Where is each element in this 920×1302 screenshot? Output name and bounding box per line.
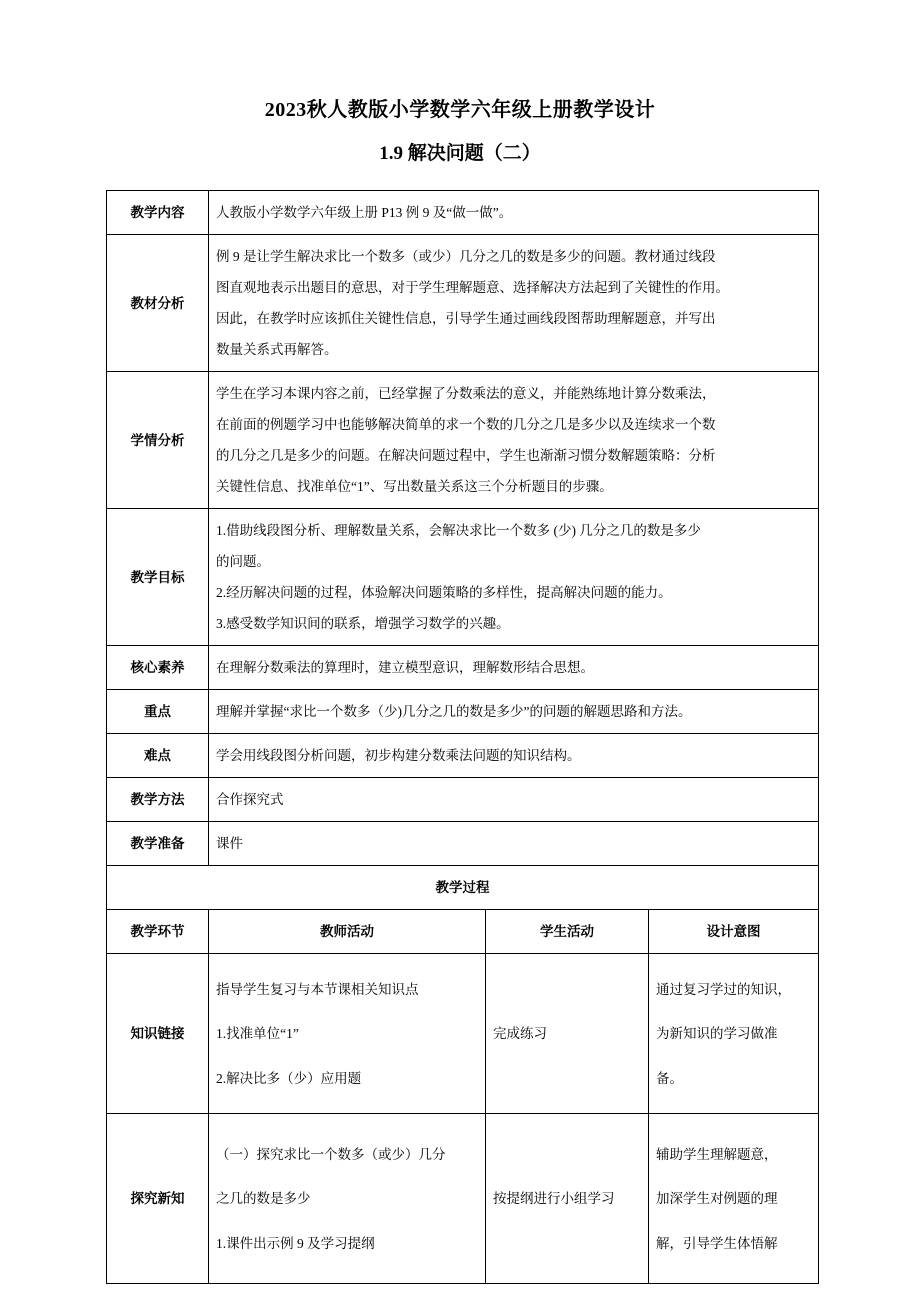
student-activity-knowledge-link [486, 954, 649, 1114]
teacher-activity-explore-new-knowledge [209, 1114, 486, 1284]
column-header-stage: 教学环节 [107, 910, 209, 954]
text-line: 学会用线段图分析问题，初步构建分数乘法问题的知识结构。 [216, 748, 581, 763]
table-row [107, 734, 819, 778]
page-title: 2023秋人教版小学数学六年级上册教学设计 [264, 99, 656, 121]
row-label-material-analysis: 教材分析 [107, 235, 209, 372]
page-subtitle: 1.9 解决问题（二） [379, 143, 541, 164]
row-label-key-point: 重点 [107, 690, 209, 734]
text-line: 的几分之几是多少的问题。在解决问题过程中，学生也渐渐习惯分数解题策略：分析 [216, 448, 716, 463]
row-label-teaching-prep: 教学准备 [107, 822, 209, 866]
table-row [107, 191, 819, 235]
row-value-teaching-content [209, 191, 819, 235]
row-label-teaching-content: 教学内容 [107, 191, 209, 235]
text-line: 通过复习学过的知识， [656, 981, 791, 997]
text-line: 课件 [216, 836, 243, 851]
text-line: 加深学生对例题的理 [656, 1191, 778, 1206]
text-line: 之几的数是多少 [216, 1191, 311, 1206]
text-line: 2.经历解决问题的过程，体验解决问题策略的多样性，提高解决问题的能力。 [216, 585, 672, 600]
text-line: 的问题。 [216, 554, 270, 569]
text-line: 人教版小学数学六年级上册 P13 例 9 及“做一做”。 [216, 205, 513, 220]
table-row [107, 1114, 819, 1284]
text-line: 2.解决比多（少）应用题 [216, 1070, 362, 1086]
student-activity-explore-new-knowledge [486, 1114, 649, 1284]
table-row [107, 866, 819, 910]
table-row [107, 954, 819, 1114]
table-row [107, 509, 819, 646]
row-value-teaching-prep [209, 822, 819, 866]
text-line: 解，引导学生体悟解 [656, 1235, 778, 1251]
text-line: （一）探究求比一个数多（或少）几分 [216, 1146, 446, 1162]
row-value-material-analysis [209, 235, 819, 372]
row-label-student-analysis: 学情分析 [107, 372, 209, 509]
text-line: 1.找准单位“1” [216, 1026, 299, 1041]
column-header-design-intent: 设计意图 [649, 910, 819, 954]
text-line: 3.感受数学知识间的联系，增强学习数学的兴趣。 [216, 616, 510, 631]
text-line: 1.借助线段图分析、理解数量关系，会解决求比一个数多 (少) 几分之几的数是多少 [216, 523, 701, 538]
column-header-student-activity: 学生活动 [486, 910, 649, 954]
text-line: 为新知识的学习做准 [656, 1026, 778, 1041]
row-label-objectives: 教学目标 [107, 509, 209, 646]
column-header-teacher-activity: 教师活动 [209, 910, 486, 954]
design-intent-knowledge-link [649, 954, 819, 1114]
text-line: 完成练习 [493, 1026, 547, 1041]
row-label-difficult-point: 难点 [107, 734, 209, 778]
text-line: 数量关系式再解答。 [216, 342, 338, 357]
text-line: 例 9 是让学生解决求比一个数多（或少）几分之几的数是多少的问题。教材通过线段 [216, 249, 716, 264]
stage-label-explore-new-knowledge: 探究新知 [107, 1114, 209, 1284]
table-row [107, 646, 819, 690]
table-row [107, 690, 819, 734]
text-line: 指导学生复习与本节课相关知识点 [216, 981, 419, 997]
section-title-teaching-process: 教学过程 [107, 866, 819, 910]
text-line: 按提纲进行小组学习 [493, 1191, 615, 1206]
row-value-teaching-method [209, 778, 819, 822]
lesson-plan-table [106, 190, 819, 1284]
row-value-objectives [209, 509, 819, 646]
teacher-activity-knowledge-link [209, 954, 486, 1114]
row-label-core-literacy: 核心素养 [107, 646, 209, 690]
design-intent-explore-new-knowledge [649, 1114, 819, 1284]
text-line: 1.课件出示例 9 及学习提纲 [216, 1235, 375, 1251]
table-header-row [107, 910, 819, 954]
text-line: 理解并掌握“求比一个数多（少)几分之几的数是多少”的问题的解题思路和方法。 [216, 704, 692, 719]
text-line: 因此，在教学时应该抓住关键性信息，引导学生通过画线段图帮助理解题意，并写出 [216, 311, 716, 326]
table-row [107, 778, 819, 822]
row-value-key-point [209, 690, 819, 734]
text-line: 学生在学习本课内容之前，已经掌握了分数乘法的意义，并能熟练地计算分数乘法， [216, 386, 716, 401]
table-row [107, 235, 819, 372]
table-row [107, 372, 819, 509]
text-line: 合作探究式 [216, 792, 284, 807]
text-line: 关键性信息、找准单位“1”、写出数量关系这三个分析题目的步骤。 [216, 479, 613, 494]
text-line: 图直观地表示出题目的意思，对于学生理解题意、选择解决方法起到了关键性的作用。 [216, 280, 729, 295]
text-line: 在理解分数乘法的算理时，建立模型意识，理解数形结合思想。 [216, 660, 594, 675]
stage-label-knowledge-link: 知识链接 [107, 954, 209, 1114]
row-value-difficult-point [209, 734, 819, 778]
text-line: 在前面的例题学习中也能够解决简单的求一个数的几分之几是多少以及连续求一个数 [216, 417, 716, 432]
table-row [107, 822, 819, 866]
row-value-student-analysis [209, 372, 819, 509]
row-value-core-literacy [209, 646, 819, 690]
text-line: 备。 [656, 1070, 683, 1086]
row-label-teaching-method: 教学方法 [107, 778, 209, 822]
text-line: 辅助学生理解题意， [656, 1146, 778, 1162]
